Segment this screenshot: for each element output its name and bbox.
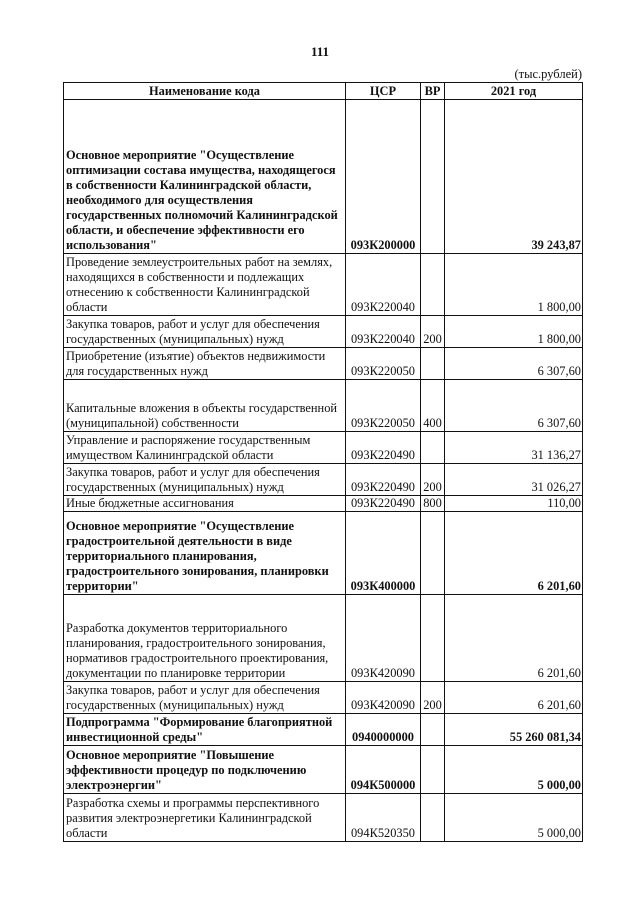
row-code-cell: 093К220040	[346, 254, 421, 316]
row-vr-cell	[421, 512, 445, 595]
row-name-cell: Подпрограмма "Формирование благоприятной инвестиционной среды"	[64, 714, 346, 746]
table-row	[64, 496, 583, 512]
row-code-cell: 093К400000	[346, 512, 421, 595]
row-code-cell: 0940000000	[346, 714, 421, 746]
page-number: 111	[310, 44, 330, 59]
row-vr-cell: 400	[421, 380, 445, 432]
row-name-cell: Проведение землеустроительных работ на землях, находящихся в собственности и подлежащих отнесению к собственности Калининградской области	[64, 254, 346, 316]
row-name-cell: Основное мероприятие "Осуществление градостроительной деятельности в виде территориального планирования, градостроительного зонирования, планировки территории"	[64, 512, 346, 595]
row-code-cell: 093К420090	[346, 595, 421, 682]
row-vr-cell: 200	[421, 682, 445, 714]
row-name-cell: Управление и распоряжение государственным имуществом Калининградской области	[64, 432, 346, 464]
row-name-cell: Приобретение (изъятие) объектов недвижимости для государственных нужд	[64, 348, 346, 380]
row-amount-cell: 6 307,60	[445, 380, 583, 432]
units-label: (тыс.рублей)	[514, 67, 582, 81]
row-vr-cell	[421, 348, 445, 380]
row-vr-cell	[421, 432, 445, 464]
row-code-cell: 093К200000	[346, 100, 421, 254]
row-name-cell: Основное мероприятие "Повышение эффективности процедур по подключению электроэнергии"	[64, 746, 346, 794]
header-csr: ЦСР	[346, 83, 421, 100]
row-vr-cell	[421, 714, 445, 746]
row-code-cell: 093К220050	[346, 380, 421, 432]
row-name-cell: Разработка документов территориального планирования, градостроительного зонирования, нормативов градостроительного проектирования, документации по планировке территории	[64, 595, 346, 682]
row-name-cell: Иные бюджетные ассигнования	[64, 496, 346, 512]
row-amount-cell: 6 307,60	[445, 348, 583, 380]
row-vr-cell: 200	[421, 464, 445, 496]
table-row	[64, 714, 583, 746]
row-amount-cell: 6 201,60	[445, 595, 583, 682]
row-name-cell: Закупка товаров, работ и услуг для обеспечения государственных (муниципальных) нужд	[64, 316, 346, 348]
header-name: Наименование кода	[64, 83, 346, 100]
table-row	[64, 380, 583, 432]
row-vr-cell: 800	[421, 496, 445, 512]
table-row	[64, 254, 583, 316]
table-row	[64, 682, 583, 714]
table-row	[64, 100, 583, 254]
table-row	[64, 464, 583, 496]
table-row	[64, 512, 583, 595]
budget-table	[63, 82, 583, 842]
row-code-cell: 093К220040	[346, 316, 421, 348]
row-vr-cell	[421, 746, 445, 794]
header-year: 2021 год	[445, 83, 583, 100]
row-vr-cell	[421, 100, 445, 254]
row-vr-cell	[421, 595, 445, 682]
row-vr-cell: 200	[421, 316, 445, 348]
row-name-cell: Закупка товаров, работ и услуг для обеспечения государственных (муниципальных) нужд	[64, 682, 346, 714]
row-amount-cell: 55 260 081,34	[445, 714, 583, 746]
row-vr-cell	[421, 254, 445, 316]
table-row	[64, 595, 583, 682]
table-row	[64, 348, 583, 380]
table-body	[64, 100, 583, 842]
row-amount-cell: 39 243,87	[445, 100, 583, 254]
row-code-cell: 093К220490	[346, 464, 421, 496]
table-row	[64, 432, 583, 464]
row-vr-cell	[421, 794, 445, 842]
row-name-cell: Основное мероприятие "Осуществление оптимизации состава имущества, находящегося в собственности Калининградской области, необходимого для осуществления государственных полномочий Калининградской области, и обеспечение эффективности его использования"	[64, 100, 346, 254]
row-amount-cell: 1 800,00	[445, 254, 583, 316]
row-amount-cell: 6 201,60	[445, 512, 583, 595]
row-name-cell: Разработка схемы и программы перспективного развития электроэнергетики Калининградской области	[64, 794, 346, 842]
row-code-cell: 094К500000	[346, 746, 421, 794]
row-code-cell: 093К220050	[346, 348, 421, 380]
table-row	[64, 316, 583, 348]
row-amount-cell: 1 800,00	[445, 316, 583, 348]
row-amount-cell: 5 000,00	[445, 746, 583, 794]
table-row	[64, 746, 583, 794]
row-amount-cell: 6 201,60	[445, 682, 583, 714]
row-name-cell: Закупка товаров, работ и услуг для обеспечения государственных (муниципальных) нужд	[64, 464, 346, 496]
row-code-cell: 093К420090	[346, 682, 421, 714]
row-amount-cell: 5 000,00	[445, 794, 583, 842]
row-code-cell: 093К220490	[346, 432, 421, 464]
table-row	[64, 794, 583, 842]
row-code-cell: 093К220490	[346, 496, 421, 512]
table-header-row	[64, 83, 583, 100]
row-amount-cell: 31 026,27	[445, 464, 583, 496]
header-vr: ВР	[421, 83, 445, 100]
row-amount-cell: 31 136,27	[445, 432, 583, 464]
row-code-cell: 094К520350	[346, 794, 421, 842]
row-amount-cell: 110,00	[445, 496, 583, 512]
row-name-cell: Капитальные вложения в объекты государственной (муниципальной) собственности	[64, 380, 346, 432]
